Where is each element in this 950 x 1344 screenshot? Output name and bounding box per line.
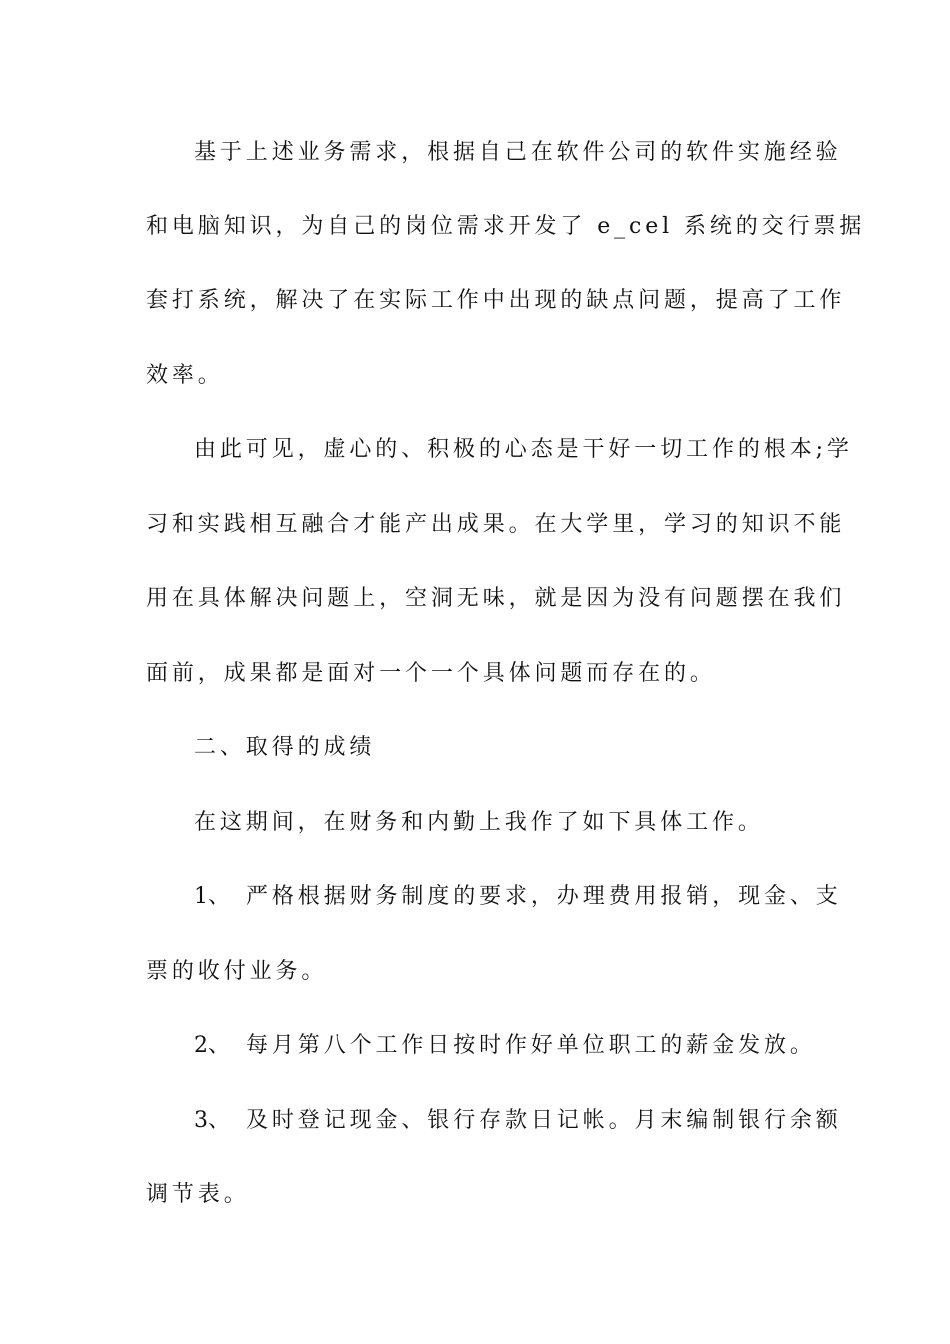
list-item-3-number: 3、 bbox=[194, 1108, 230, 1133]
paragraph-1-line-4: 效率。 bbox=[146, 363, 224, 388]
paragraph-1-line-3: 套打系统，解决了在实际工作中出现的缺点问题，提高了工作 bbox=[146, 288, 846, 313]
paragraph-1-line-1: 基于上述业务需求，根据自己在软件公司的软件实施经验 bbox=[194, 140, 842, 165]
list-item-2-number: 2、 bbox=[194, 1033, 230, 1058]
paragraph-2-line-2: 习和实践相互融合才能产出成果。在大学里，学习的知识不能 bbox=[146, 512, 846, 537]
paragraph-1-line-2: 和电脑知识，为自己的岗位需求开发了 e_cel 系统的交行票据 bbox=[146, 214, 866, 239]
list-item-1-continuation: 票的收付业务。 bbox=[146, 959, 328, 984]
list-item-2-text: 每月第八个工作日按时作好单位职工的薪金发放。 bbox=[246, 1033, 816, 1058]
paragraph-2-line-3: 用在具体解决问题上，空洞无味，就是因为没有问题摆在我们 bbox=[146, 586, 846, 611]
section-heading: 二、取得的成绩 bbox=[194, 735, 376, 760]
paragraph-2-line-1: 由此可见，虚心的、积极的心态是干好一切工作的根本;学 bbox=[194, 437, 853, 462]
list-item-1-text: 严格根据财务制度的要求，办理费用报销，现金、支 bbox=[246, 884, 842, 909]
list-item-3-continuation: 调节表。 bbox=[146, 1182, 250, 1207]
list-item-1 bbox=[194, 877, 842, 917]
list-item-3-text: 及时登记现金、银行存款日记帐。月末编制银行余额 bbox=[246, 1108, 842, 1133]
section-intro: 在这期间，在财务和内勤上我作了如下具体工作。 bbox=[194, 810, 764, 835]
list-item-2 bbox=[194, 1026, 816, 1066]
paragraph-2-line-4: 面前，成果都是面对一个一个具体问题而存在的。 bbox=[146, 661, 716, 686]
list-item-3 bbox=[194, 1101, 842, 1141]
list-item-1-number: 1、 bbox=[194, 884, 230, 909]
